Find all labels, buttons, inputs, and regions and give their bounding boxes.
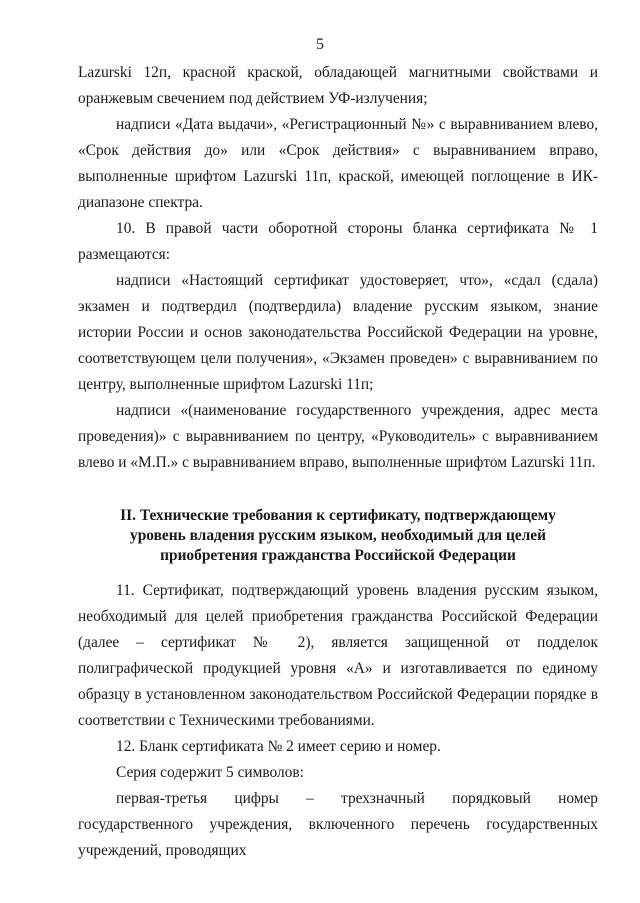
paragraph: надписи «(наименование государственного учреждения, адрес места проведения)» с выравниванием по центру, «Руководитель» с выравниванием влево и «М.П.» с выравниванием вправо, выполненные шрифтом Lazurski 11п. xyxy=(78,402,598,471)
paragraph: 10. В правой части оборотной стороны бланка сертификата № 1 размещаются: xyxy=(78,220,598,263)
heading-line: уровень владения русским языком, необходимый для целей xyxy=(130,527,546,544)
heading-line: приобретения гражданства Российской Федерации xyxy=(160,547,516,564)
section-bottom-text xyxy=(78,578,598,864)
page-number: 5 xyxy=(316,36,324,53)
paragraph: первая-третья цифры – трехзначный порядковый номер государственного учреждения, включенного перечень государственных учреждений, проводящих xyxy=(78,790,598,859)
section-top-text xyxy=(78,60,598,476)
section-heading xyxy=(78,506,598,566)
document-body xyxy=(78,60,598,864)
paragraph: Lazurski 12п, красной краской, обладающей магнитными свойствами и оранжевым свечением под действием УФ-излучения; xyxy=(78,64,598,107)
paragraph: 12. Бланк сертификата № 2 имеет серию и номер. xyxy=(116,738,441,755)
heading-line: II. Технические требования к сертификату, подтверждающему xyxy=(120,507,556,524)
paragraph: Серия содержит 5 символов: xyxy=(116,764,304,781)
paragraph: надписи «Настоящий сертификат удостоверяет, что», «сдал (сдала) экзамен и подтвердил (подтвердила) владение русским языком, знание истории России и основ законодательства Российской Федерации на уровне, соответствующем цели получения», «Экзамен проведен» с выравниванием по центру, выполненные шрифтом Lazurski 11п; xyxy=(78,272,598,393)
paragraph: надписи «Дата выдачи», «Регистрационный №» с выравниванием влево, «Срок действия до» или «Срок действия» с выравниванием вправо, выполненные шрифтом Lazurski 11п, краской, имеющей поглощение в ИК-диапазоне спектра. xyxy=(78,116,598,211)
paragraph: 11. Сертификат, подтверждающий уровень владения русским языком, необходимый для целей приобретения гражданства Российской Федерации (далее – сертификат № 2), является защищенной от подделок полиграфической продукцией уровня «А» и изготавливается по единому образцу в установленном законодательством Российской Федерации порядке в соответствии с Техническими требованиями. xyxy=(78,582,598,729)
